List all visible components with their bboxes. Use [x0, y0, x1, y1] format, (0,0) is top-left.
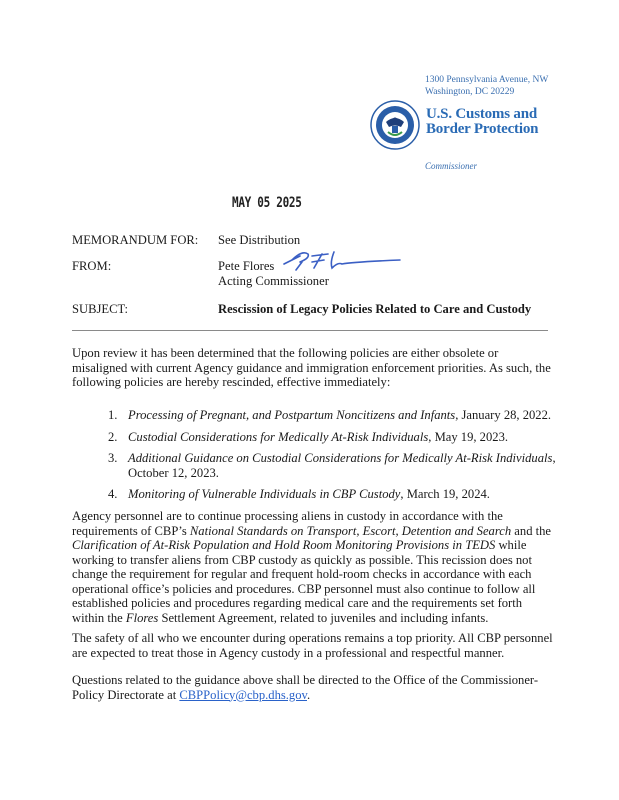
questions-paragraph	[72, 673, 554, 702]
signature-icon	[282, 248, 402, 274]
standard-title: National Standards on Transport, Escort, Detention and Search	[189, 523, 512, 538]
text: Questions related to the guidance above shall be directed to the Office of the Commissioner-Policy Directorate at	[72, 673, 539, 702]
date-stamp: MAY 05 2025	[232, 194, 302, 211]
text: Settlement Agreement, related to juveniles and including infants.	[158, 610, 489, 625]
list-number: 3.	[108, 451, 118, 465]
list-item	[108, 408, 558, 423]
policy-title: Custodial Considerations for Medically At-Risk Individuals	[128, 429, 429, 444]
custody-processing-paragraph	[72, 509, 554, 625]
letterhead-address	[425, 74, 548, 98]
policy-date: , May 19, 2023.	[428, 429, 509, 444]
dhs-seal-icon	[370, 100, 420, 150]
from-title: Acting Commissioner	[218, 274, 329, 288]
list-item	[108, 451, 558, 480]
agency-name-line-2: Border Protection	[426, 121, 539, 137]
agreement-name: Flores	[125, 610, 159, 625]
list-number: 1.	[108, 408, 118, 422]
safety-paragraph: The safety of all who we encounter during operations remains a top priority. All CBP personnel are expected to treat those in Agency custody in a professional and respectful manner.	[72, 631, 553, 660]
text: and the	[511, 523, 552, 538]
address-line-1: 1300 Pennsylvania Avenue, NW	[425, 75, 549, 85]
rescinded-policy-list	[108, 408, 558, 509]
standard-title: Clarification of At-Risk Population and Hold Room Monitoring Provisions in TEDS	[72, 538, 496, 552]
text: while working to transfer aliens from CBP custody as quickly as possible. This recission does not change the requirement for regular and frequent hold-room checks in accordance with each operational office’s policies and procedures. CBP personnel must also continue to follow all established policies and procedures regarding medical care and the requirements set forth within the	[72, 538, 536, 625]
policy-email-link[interactable]: CBPPolicy@cbp.dhs.gov	[179, 687, 307, 702]
agency-name-line-1: U.S. Customs and	[426, 106, 537, 122]
from-name: Pete Flores	[218, 259, 275, 273]
list-item	[108, 430, 558, 445]
memo-for-label: MEMORANDUM FOR:	[72, 233, 199, 247]
header-divider	[72, 330, 548, 331]
text: Agency personnel are to continue processing aliens in custody in accordance with the requirements of CBP’s	[72, 509, 503, 538]
agency-name	[426, 107, 538, 137]
office-label: Commissioner	[425, 161, 478, 171]
list-number: 2.	[108, 429, 118, 444]
policy-title: Monitoring of Vulnerable Individuals in CBP Custody	[128, 487, 401, 501]
text: .	[307, 687, 311, 702]
policy-title: Additional Guidance on Custodial Considerations for Medically At-Risk Individuals	[128, 451, 553, 465]
policy-date: , January 28, 2022.	[455, 408, 552, 422]
list-item	[108, 487, 558, 502]
policy-date: , March 19, 2024.	[400, 487, 490, 501]
subject-label: SUBJECT:	[72, 302, 129, 316]
list-number: 4.	[108, 487, 118, 501]
address-line-2: Washington, DC 20229	[425, 87, 515, 97]
subject-value: Rescission of Legacy Policies Related to Care and Custody	[218, 302, 532, 316]
intro-paragraph: Upon review it has been determined that the following policies are either obsolete or misaligned with current Agency guidance and immigration enforcement priorities. As such, the following policies are hereby rescinded, effective immediately:	[72, 346, 551, 389]
memo-for-value: See Distribution	[218, 233, 301, 247]
policy-date: , October 12, 2023.	[128, 451, 556, 480]
policy-title: Processing of Pregnant, and Postpartum Noncitizens and Infants	[128, 408, 456, 422]
from-label: FROM:	[72, 259, 112, 273]
